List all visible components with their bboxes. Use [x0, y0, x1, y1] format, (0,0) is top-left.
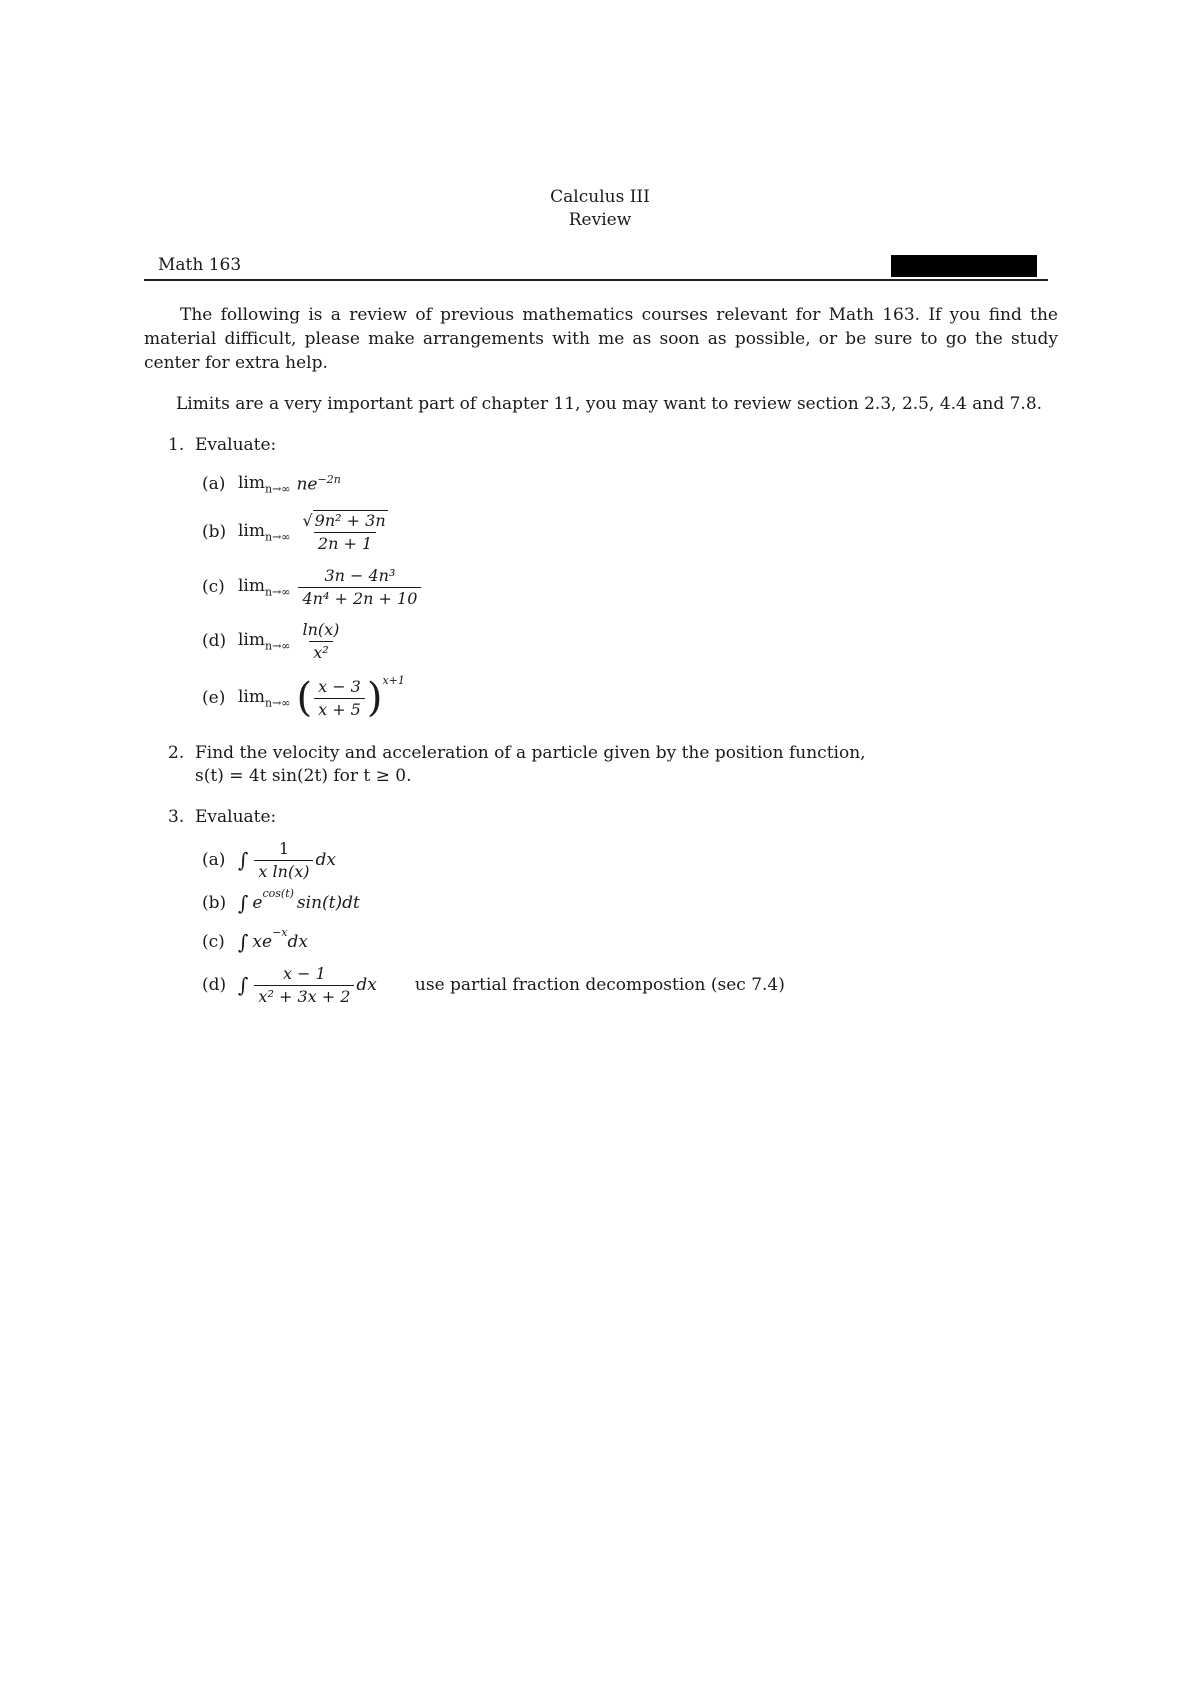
q1-part-c — [202, 563, 423, 611]
numerator: 3n − 4n³ — [324, 565, 396, 585]
fraction — [298, 511, 391, 554]
denominator: 2n + 1 — [314, 532, 376, 554]
header-divider — [144, 279, 1048, 281]
limit-operator — [238, 576, 290, 598]
redacted-name-box — [891, 255, 1037, 277]
denominator: x² + 3x + 2 — [254, 985, 354, 1007]
differential: dx — [315, 850, 336, 870]
limit-operator — [238, 630, 290, 652]
document-subtitle: Review — [568, 210, 632, 230]
lim-text: lim — [238, 575, 265, 596]
expr-base: ne — [296, 474, 318, 495]
right-paren: ) — [366, 675, 383, 721]
fraction — [298, 566, 421, 609]
q3-part-d — [202, 958, 785, 1012]
fraction — [254, 839, 313, 882]
lim-subscript: n→∞ — [265, 530, 291, 544]
q1-part-e — [202, 674, 405, 722]
question-number: 2. — [168, 743, 185, 763]
question-3-prompt: Evaluate: — [195, 807, 277, 827]
intro-paragraph: The following is a review of previous mathematics courses relevant for Math 163. If you find the material difficult, please make arrangements with me as soon as possible, or be sure to go the study center for extra help. — [144, 305, 1058, 373]
part-label: (d) — [202, 631, 227, 651]
differential: dx — [356, 975, 377, 995]
lim-subscript: n→∞ — [265, 482, 291, 496]
header-row — [144, 255, 1048, 279]
integral-sign: ∫ — [238, 930, 249, 954]
expr-exponent: cos(t) — [262, 887, 294, 900]
question-number: 1. — [168, 435, 185, 455]
expr-tail: sin(t)dt — [296, 893, 360, 913]
expr-exponent: −x — [272, 926, 288, 939]
fraction — [314, 677, 365, 720]
document-title: Calculus III — [550, 187, 650, 207]
question-2-prompt: Find the velocity and acceleration of a particle given by the position function, — [195, 743, 866, 763]
expression — [296, 473, 340, 495]
q1-part-b — [202, 508, 394, 556]
lim-text: lim — [238, 520, 265, 541]
numerator: x − 1 — [283, 963, 326, 983]
lim-subscript: n→∞ — [265, 696, 291, 710]
part-label: (c) — [202, 577, 225, 597]
part-label: (b) — [202, 893, 227, 913]
denominator: x ln(x) — [254, 860, 313, 882]
left-paren: ( — [296, 675, 313, 721]
denominator: x + 5 — [314, 698, 365, 720]
limit-operator — [238, 521, 290, 543]
integral-sign: ∫ — [238, 891, 249, 915]
numerator: √ 9n² + 3n — [302, 510, 386, 530]
lim-text: lim — [238, 472, 265, 493]
power-exponent: x+1 — [382, 674, 405, 687]
lim-subscript: n→∞ — [265, 639, 291, 653]
part-label: (a) — [202, 474, 226, 494]
lim-text: lim — [238, 686, 265, 707]
limits-note: Limits are a very important part of chapter 11, you may want to review section 2.3, 2.5, 4.4 and 7.8. — [176, 394, 1043, 414]
expr-base: e — [252, 893, 263, 913]
numerator: ln(x) — [302, 619, 340, 639]
fraction — [298, 620, 343, 663]
part-label: (d) — [202, 975, 227, 995]
title-block — [0, 186, 1200, 232]
lim-text: lim — [238, 629, 265, 650]
q3-part-c — [202, 922, 308, 962]
fraction — [254, 964, 354, 1007]
question-number: 3. — [168, 807, 185, 827]
expr-exponent: −2n — [317, 473, 341, 487]
expr-base: xe — [252, 932, 273, 952]
integral-sign: ∫ — [238, 973, 249, 997]
hint-note: use partial fraction decompostion (sec 7.4) — [414, 975, 785, 995]
lim-subscript: n→∞ — [265, 585, 291, 599]
q1-part-d — [202, 617, 345, 665]
q1-part-a — [202, 460, 341, 508]
integral-sign: ∫ — [238, 848, 249, 872]
q3-part-a — [202, 836, 336, 884]
question-2-formula: s(t) = 4t sin(2t) for t ≥ 0. — [195, 766, 412, 786]
course-label: Math 163 — [158, 255, 242, 275]
question-1-prompt: Evaluate: — [195, 435, 277, 455]
denominator: x² — [309, 641, 332, 663]
part-label: (b) — [202, 522, 227, 542]
part-label: (c) — [202, 932, 225, 952]
limit-operator — [238, 473, 290, 495]
numerator: 1 — [278, 838, 290, 858]
part-label: (a) — [202, 850, 226, 870]
numerator: x − 3 — [318, 676, 361, 696]
part-label: (e) — [202, 688, 226, 708]
limit-operator — [238, 687, 290, 709]
q3-part-b — [202, 883, 360, 923]
sqrt-radicand: 9n² + 3n — [314, 510, 386, 530]
differential: dx — [287, 932, 308, 952]
denominator: 4n⁴ + 2n + 10 — [298, 587, 421, 609]
